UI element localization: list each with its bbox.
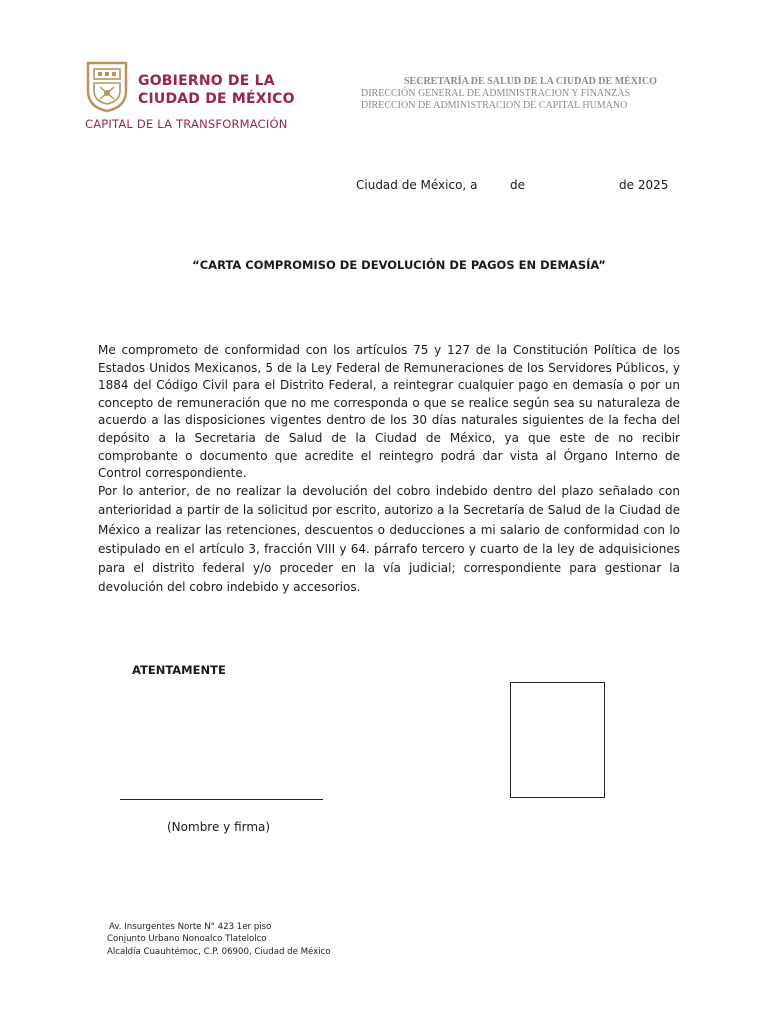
document-title: “CARTA COMPROMISO DE DEVOLUCIÓN DE PAGOS EN DEMASÍA” <box>192 258 606 272</box>
address-line-2: Conjunto Urbano Nonoalco Tlatelolco <box>107 934 267 944</box>
date-prefix: Ciudad de México, a <box>356 178 478 192</box>
date-middle: de <box>510 178 525 192</box>
closing-atentamente: ATENTAMENTE <box>132 663 226 677</box>
logo-title-line1: GOBIERNO DE LA <box>138 73 275 89</box>
address-line-1: Av. Insurgentes Norte N° 423 1er piso <box>109 922 272 932</box>
header-secretaria: SECRETARÍA DE SALUD DE LA CIUDAD DE MÉXICO <box>404 76 657 87</box>
government-logo <box>80 56 300 138</box>
date-year: de 2025 <box>619 178 669 192</box>
body-paragraph-2: Por lo anterior, de no realizar la devolución del cobro indebido dentro del plazo señalado con anterioridad a partir de la solicitud por escrito, autorizo a la Secretaría de Salud de la Ciudad de México a realizar las retenciones, descuentos o deducciones a mi salario de conformidad con lo estipulado en el artículo 3, fracción VIII y 64. párrafo tercero y cuarto de la ley de adquisiciones para el distrito federal y/o proceder en la vía judicial; correspondiente para gestionar la devolución del cobro indebido y accesorios. <box>98 484 680 595</box>
logo-tagline: CAPITAL DE LA TRANSFORMACIÓN <box>85 117 288 131</box>
photo-box <box>510 682 605 798</box>
body-paragraph-1: Me comprometo de conformidad con los artículos 75 y 127 de la Constitución Política de los Estados Unidos Mexicanos, 5 de la Ley Federal de Remuneraciones de los Servidores Públicos, y 1884 del Código Civil para el Distrito Federal, a reintegrar cualquier pago en demasía o por un concepto de remuneración que no me corresponda o que se realice según sea su naturaleza de acuerdo a las disposiciones vigentes dentro de los 30 días naturales siguientes de la fecha del depósito a la Secretaria de Salud de la Ciudad de México, ya que este de no recibir comprobante o documento que acredite el reintegro podrá dar vista al Órgano Interno de Control correspondiente. <box>98 343 680 481</box>
header-direccion-capital-humano: DIRECCION DE ADMINISTRACION DE CAPITAL HUMANO <box>361 100 628 111</box>
header-direccion-general: DIRECCIÓN GENERAL DE ADMINISTRACION Y FINANZAS <box>361 88 631 99</box>
signature-line <box>120 799 323 800</box>
address-line-3: Alcaldía Cuauhtémoc, C.P. 06900, Ciudad de México <box>107 947 331 957</box>
cdmx-crest-icon <box>86 61 128 113</box>
signature-label: (Nombre y firma) <box>167 820 271 834</box>
logo-title-line2: CIUDAD DE MÉXICO <box>138 91 295 107</box>
